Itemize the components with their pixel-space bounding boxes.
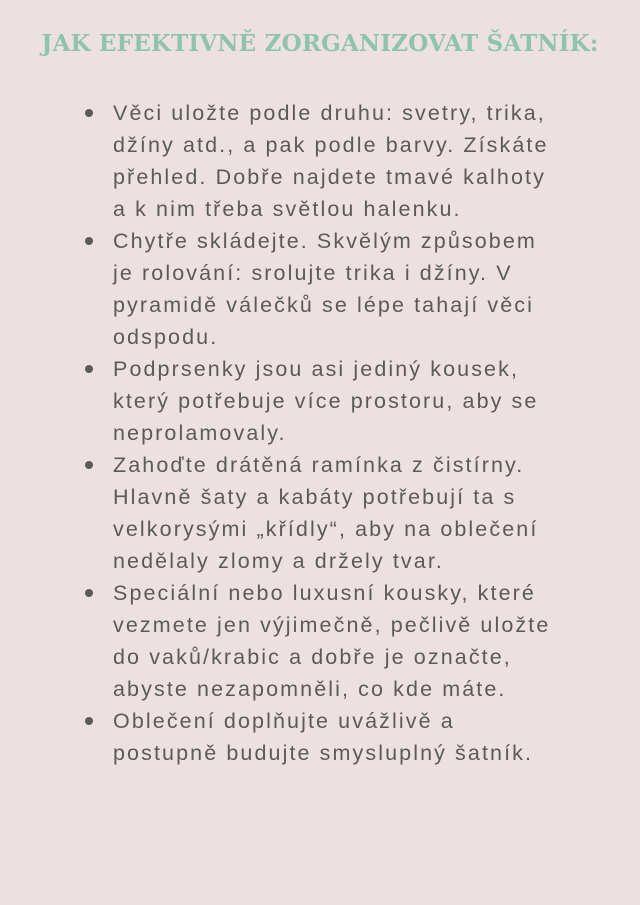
bullet-icon [85, 365, 93, 373]
page-title: JAK EFEKTIVNĚ ZORGANIZOVAT ŠATNÍK: [41, 30, 599, 57]
tip-item-2 [113, 225, 558, 353]
tip-item-1 [113, 97, 558, 225]
bullet-icon [85, 717, 93, 725]
bullet-icon [85, 237, 93, 245]
tip-text: Zahoďte drátěná ramínka z čistírny. Hlavně šaty a kabáty potřebují ta s velkorysými „křídly“, aby na oblečení nedělaly zlomy a držely tvar. [113, 453, 539, 573]
tip-text: Oblečení doplňujte uvážlivě a postupně budujte smysluplný šatník. [113, 709, 534, 765]
tip-text: Věci uložte podle druhu: svetry, trika, džíny atd., a pak podle barvy. Získáte přehled. Dobře najdete tmavé kalhoty a k nim třeba světlou halenku. [113, 101, 549, 221]
tip-text: Podprsenky jsou asi jediný kousek, který potřebuje více prostoru, aby se neprolamovaly. [113, 357, 539, 445]
bullet-icon [85, 589, 93, 597]
tip-item-6 [113, 705, 558, 769]
tip-text: Speciální nebo luxusní kousky, které vezmete jen výjimečně, pečlivě uložte do vaků/krabic a dobře je označte, abyste nezapomněli, co kde máte. [113, 581, 551, 701]
tip-item-4 [113, 449, 558, 577]
tip-item-5 [113, 577, 558, 705]
bullet-icon [85, 109, 93, 117]
tips-list [113, 97, 558, 769]
bullet-icon [85, 461, 93, 469]
tip-text: Chytře skládejte. Skvělým způsobem je rolování: srolujte trika i džíny. V pyramidě válečků se lépe tahají věci odspodu. [113, 229, 537, 349]
tip-item-3 [113, 353, 558, 449]
